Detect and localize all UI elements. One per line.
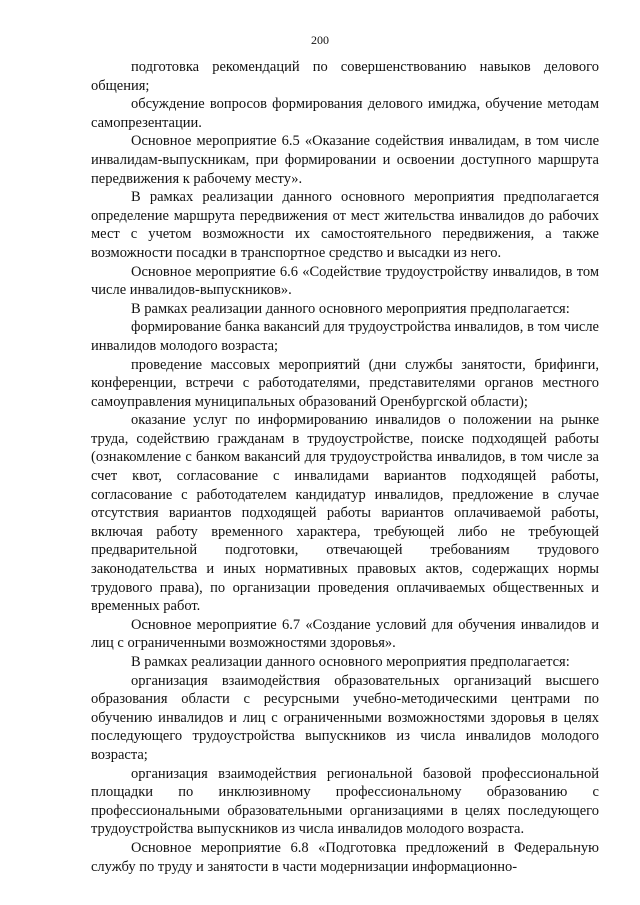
- paragraph: В рамках реализации данного основного мероприятия предполагается:: [131, 654, 570, 670]
- paragraph: оказание услуг по информированию инвалидов о положении на рынке труда, содействию гражданам в трудоустройстве, поиске подходящей работы (ознакомление с банком вакансий для трудоустройства инвалидов, в том числе за счет квот, согласование с инвалидами вариантов подходящей работы, согласование с работодателем кандидатур инвалидов, предложение в случае отсутствия вариантов подходящей работы вариантов оплачиваемой работы, включая работу временного характера, требующей либо не требующей предварительной подготовки, отвечающей требованиям трудового законодательства и иных нормативных правовых актов, содержащих нормы трудового права), по организации проведения оплачиваемых общественных и временных работ.: [91, 412, 599, 615]
- paragraph: Основное мероприятие 6.7 «Создание условий для обучения инвалидов и лиц с ограниченными возможностями здоровья».: [91, 616, 599, 652]
- paragraph: обсуждение вопросов формирования делового имиджа, обучение методам самопрезентации.: [91, 96, 599, 131]
- paragraph: Основное мероприятие 6.6 «Содействие трудоустройству инвалидов, в том числе инвалидов-выпускников».: [91, 263, 599, 299]
- paragraph: Основное мероприятие 6.8 «Подготовка предложений в Федеральную службу по труду и занятости в части модернизации информационно-: [91, 839, 599, 875]
- paragraph: подготовка рекомендаций по совершенствованию навыков делового общения;: [91, 59, 599, 94]
- paragraph: В рамках реализации данного основного мероприятия предполагается:: [131, 300, 570, 317]
- paragraph: организация взаимодействия образовательных организаций высшего образования области с ресурсными учебно-методическими центрами по обучению инвалидов и лиц с ограниченными возможностями здоровья в целях последующего трудоустройства выпускников из числа инвалидов молодого возраста;: [91, 672, 599, 763]
- paragraph: формирование банка вакансий для трудоустройства инвалидов, в том числе инвалидов молодого возраста;: [91, 319, 599, 354]
- paragraph: Основное мероприятие 6.5 «Оказание содействия инвалидам, в том числе инвалидам-выпускникам, при формировании и освоении доступного маршрута передвижения к рабочему месту».: [91, 133, 599, 187]
- paragraph: В рамках реализации данного основного мероприятия предполагается определение маршрута передвижения от мест жительства инвалидов до рабочих мест с учетом возможности их самостоятельного передвижения, а также возможности посадки в транспортное средство и высадки из него.: [91, 189, 599, 261]
- paragraph: организация взаимодействия региональной базовой профессиональной площадки по инклюзивному профессиональному образованию с профессиональными образовательными организациями в целях последующего трудоустройства выпускников из числа инвалидов молодого возраста.: [91, 765, 599, 838]
- body-text: [91, 58, 599, 876]
- paragraph: проведение массовых мероприятий (дни службы занятости, брифинги, конференции, встречи с работодателями, представителями органов местного самоуправления муниципальных образований Оренбургской области);: [91, 356, 599, 410]
- page-number: 200: [311, 33, 329, 47]
